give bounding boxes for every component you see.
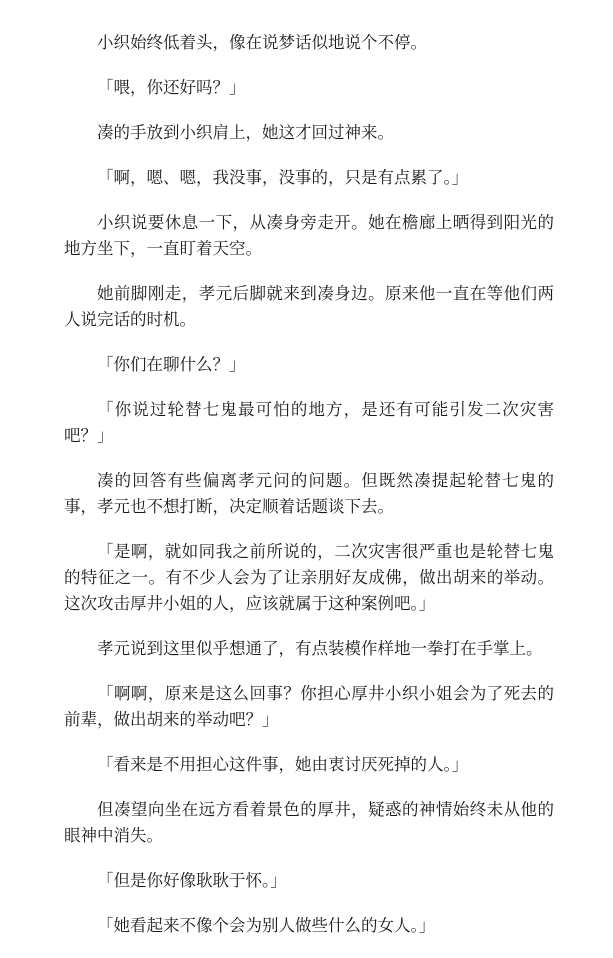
paragraph-1: 小织始终低着头，像在说梦话似地说个不停。 [97, 33, 427, 52]
paragraph-4: 「啊，嗯、嗯，我没事，没事的，只是有点累了。」 [97, 168, 469, 187]
paragraph-9: 凑的回答有些偏离孝元问的问题。但既然凑提起轮替七鬼的事，孝元也不想打断，决定顺着话题谈下去。 [64, 471, 554, 516]
paragraph-5: 小织说要休息一下，从凑身旁走开。她在檐廊上晒得到阳光的地方坐下，一直盯着天空。 [64, 213, 554, 258]
paragraph-11: 孝元说到这里似乎想通了，有点装模作样地一拳打在手掌上。 [97, 639, 543, 658]
paragraph-15: 「但是你好像耿耿于怀。」 [97, 871, 287, 890]
paragraph-6: 她前脚刚走，孝元后脚就来到凑身边。原来他一直在等他们两人说完话的时机。 [64, 284, 554, 329]
paragraph-12: 「啊啊，原来是这么回事？你担心厚井小织小姐会为了死去的前辈，做出胡来的举动吧？」 [64, 684, 554, 729]
paragraph-14: 但凑望向坐在远方看着景色的厚井，疑惑的神情始终未从他的眼神中消失。 [64, 800, 554, 845]
paragraph-8: 「你说过轮替七鬼最可怕的地方，是还有可能引发二次灾害吧？」 [64, 400, 554, 445]
paragraph-7: 「你们在聊什么？」 [97, 355, 246, 374]
paragraph-3: 凑的手放到小织肩上，她这才回过神来。 [97, 123, 394, 142]
paragraph-16: 「她看起来不像个会为别人做些什么的女人。」 [97, 916, 436, 935]
paragraph-13: 「看来是不用担心这件事，她由衷讨厌死掉的人。」 [97, 755, 469, 774]
paragraph-10: 「是啊，就如同我之前所说的，二次灾害很严重也是轮替七鬼的特征之一。有不少人会为了让亲朋好友成佛，做出胡来的举动。这次攻击厚井小姐的人，应该就属于这种案例吧。」 [64, 542, 554, 613]
paragraph-2: 「喂，你还好吗？」 [97, 78, 246, 97]
text-body [64, 30, 554, 958]
